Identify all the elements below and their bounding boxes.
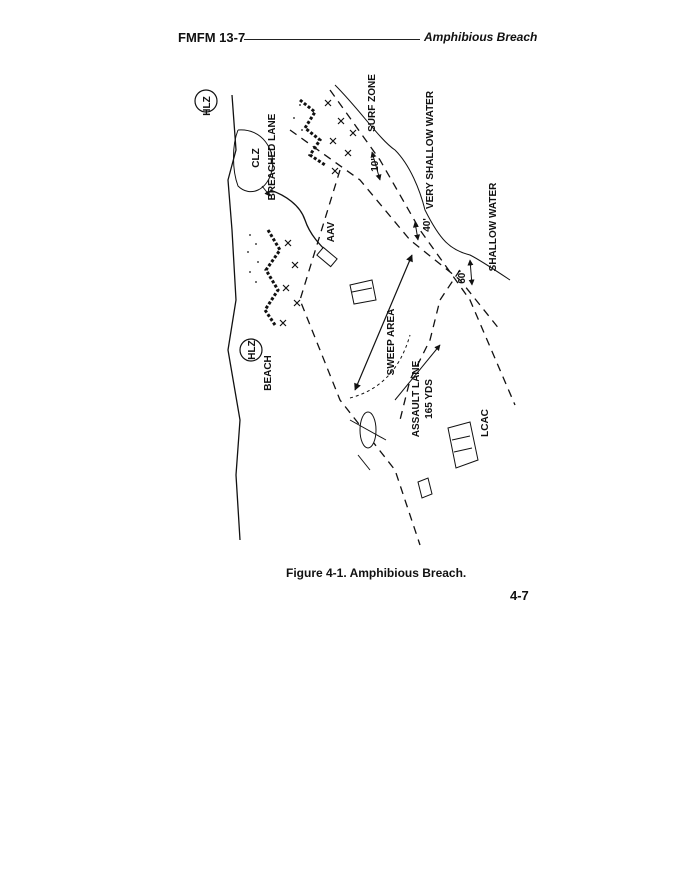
aav-vehicle (317, 247, 337, 266)
figure-caption: Figure 4-1. Amphibious Breach. (286, 566, 467, 580)
running-header-left: FMFM 13-7 (178, 30, 246, 45)
lane-width-label: 165 YDS (424, 379, 435, 419)
running-header-right: Amphibious Breach (424, 30, 538, 44)
page-number: 4-7 (510, 588, 529, 603)
breached-lane-path (270, 190, 330, 255)
sweep-arc (350, 335, 410, 398)
obstacle-field-lower (280, 240, 300, 326)
assault-lane-label: ASSAULT LANE (411, 360, 422, 438)
sweep-area-label: SWEEP AREA (386, 308, 397, 376)
obstacle-field-upper (325, 100, 356, 174)
obstacle-belt-upper (300, 100, 325, 165)
hlz-top-label: HLZ (202, 96, 213, 116)
depth-60-label: 60' (457, 270, 468, 284)
lcac-vehicle (448, 422, 478, 468)
hlz-lower-label: HLZ (247, 340, 258, 360)
very-shallow-water-label: VERY SHALLOW WATER (425, 90, 436, 210)
aav-label: AAV (326, 221, 337, 243)
small-boat (418, 478, 432, 498)
beach-label: BEACH (263, 355, 274, 391)
breached-lane-label: BREACHED LANE (267, 113, 278, 201)
depth-40-label: 40' (422, 218, 433, 232)
sweep-area-arrow (355, 255, 412, 390)
helicopter (350, 412, 386, 470)
surf-zone-label: SURF ZONE (367, 74, 378, 132)
depth-10-label: 10' (370, 158, 381, 172)
shallow-water-label: SHALLOW WATER (488, 182, 499, 272)
assault-lane-boundary-upper (300, 170, 420, 545)
clz-label: CLZ (251, 148, 262, 168)
obstacle-belt-lower (265, 230, 280, 325)
landing-craft (350, 280, 376, 304)
depth-60-marker (470, 260, 472, 285)
lcac-label: LCAC (480, 409, 491, 437)
